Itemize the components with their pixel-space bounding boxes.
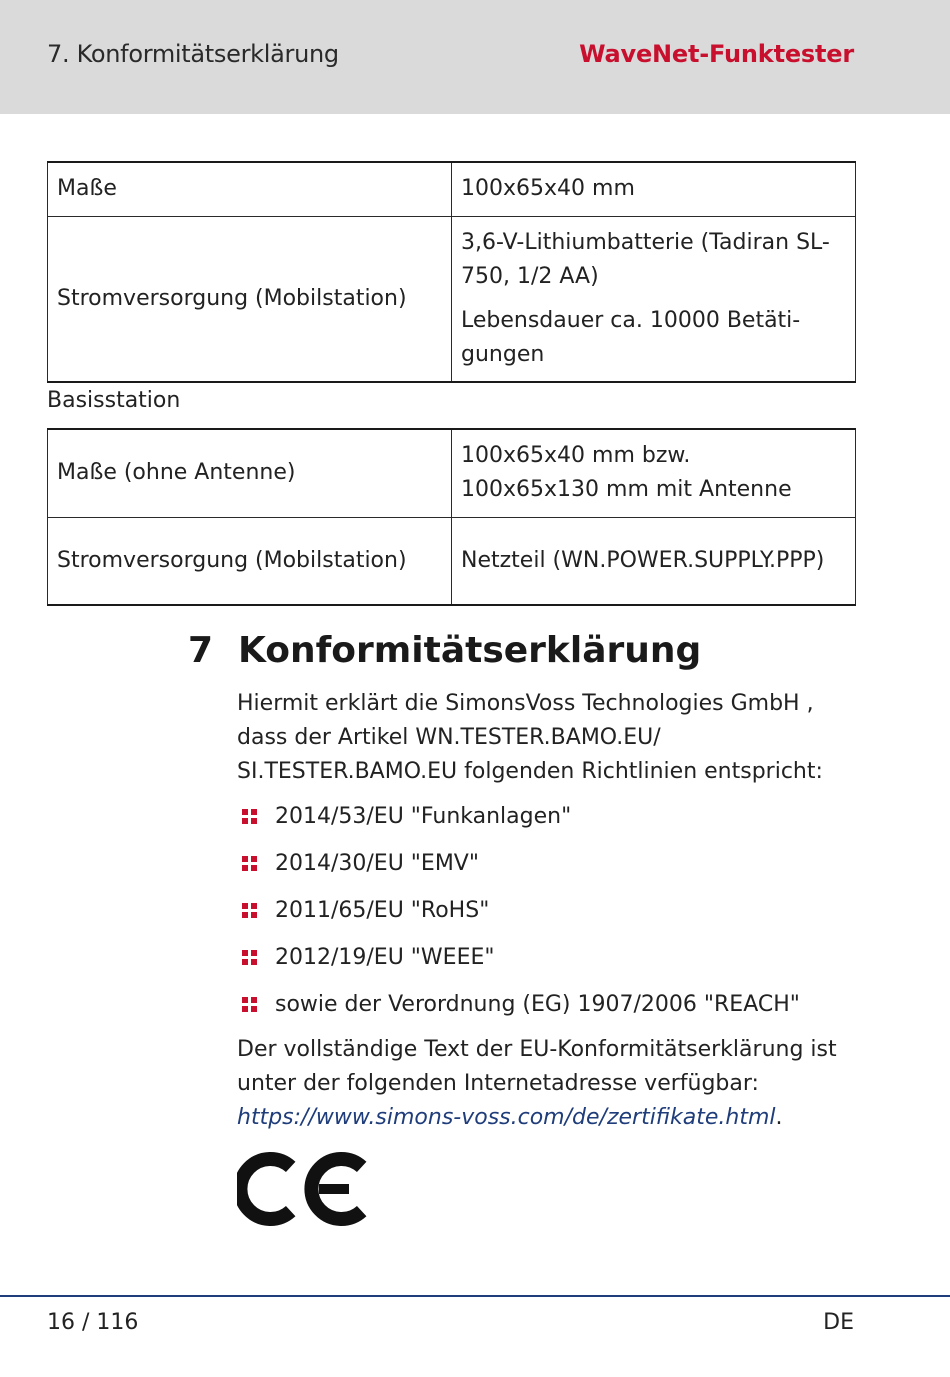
spec-value: 100x65x40 mm bzw. 100x65x130 mm mit Antenne (452, 429, 856, 517)
footer-divider (0, 1295, 950, 1297)
table-row (48, 216, 856, 382)
page-number: 16 / 116 (47, 1310, 139, 1335)
chapter-number: 7 (188, 630, 214, 671)
spec-label: Maße (48, 162, 452, 216)
spec-label: Stromversorgung (Mobilstation) (48, 517, 452, 605)
spec-value: Netzteil (WN.POWER.SUPPLY.PPP) (452, 517, 856, 605)
base-station-label: Basisstation (47, 388, 181, 413)
header-section-title: 7. Konformitätserklärung (47, 40, 339, 68)
page-header (0, 0, 950, 114)
table-row (48, 162, 856, 216)
directive-text: 2014/30/EU "EMV" (275, 851, 479, 876)
directive-text: 2012/19/EU "WEEE" (275, 945, 495, 970)
ce-mark-icon (237, 1143, 367, 1235)
list-item (237, 894, 857, 941)
mobile-spec-table (47, 161, 856, 383)
spec-label: Maße (ohne Antenne) (48, 429, 452, 517)
red-square-bullet-icon (242, 856, 258, 872)
red-square-bullet-icon (242, 903, 258, 919)
chapter-heading (188, 630, 701, 671)
directive-text: sowie der Verordnung (EG) 1907/2006 "REACH" (275, 992, 800, 1017)
certificates-link[interactable]: https://www.simons-voss.com/de/zertifikate.html (237, 1105, 776, 1130)
table-row (48, 517, 856, 605)
closing-suffix: . (775, 1105, 783, 1130)
red-square-bullet-icon (242, 997, 258, 1013)
list-item (237, 988, 857, 1035)
intro-paragraph: Hiermit erklärt die SimonsVoss Technologies GmbH , dass der Artikel WN.TESTER.BAMO.EU/ SI.TESTER.BAMO.EU folgenden Richtlinien entspricht: (237, 691, 823, 784)
list-item (237, 941, 857, 988)
chapter-title: Konformitätserklärung (238, 630, 702, 671)
spec-label: Stromversorgung (Mobilstation) (48, 216, 452, 382)
directive-text: 2011/65/EU "RoHS" (275, 898, 490, 923)
header-product-title: WaveNet-Funktester (579, 40, 854, 68)
red-square-bullet-icon (242, 950, 258, 966)
directive-list (237, 800, 857, 1035)
directive-text: 2014/53/EU "Funkanlagen" (275, 804, 572, 829)
list-item (237, 800, 857, 847)
table-row (48, 429, 856, 517)
language-code: DE (823, 1310, 854, 1335)
spec-value: 100x65x40 mm (452, 162, 856, 216)
closing-text: Der vollständige Text der EU-Konformitätserklärung ist unter der folgenden Internetadresse verfügbar: (237, 1037, 837, 1096)
list-item (237, 847, 857, 894)
base-spec-table (47, 428, 856, 606)
red-square-bullet-icon (242, 809, 258, 825)
closing-paragraph (237, 1033, 857, 1135)
spec-value: 3,6-V-Lithiumbatterie (Tadiran SL-750, 1/2 AA) Lebensdauer ca. 10000 Betätigungen (452, 216, 856, 382)
